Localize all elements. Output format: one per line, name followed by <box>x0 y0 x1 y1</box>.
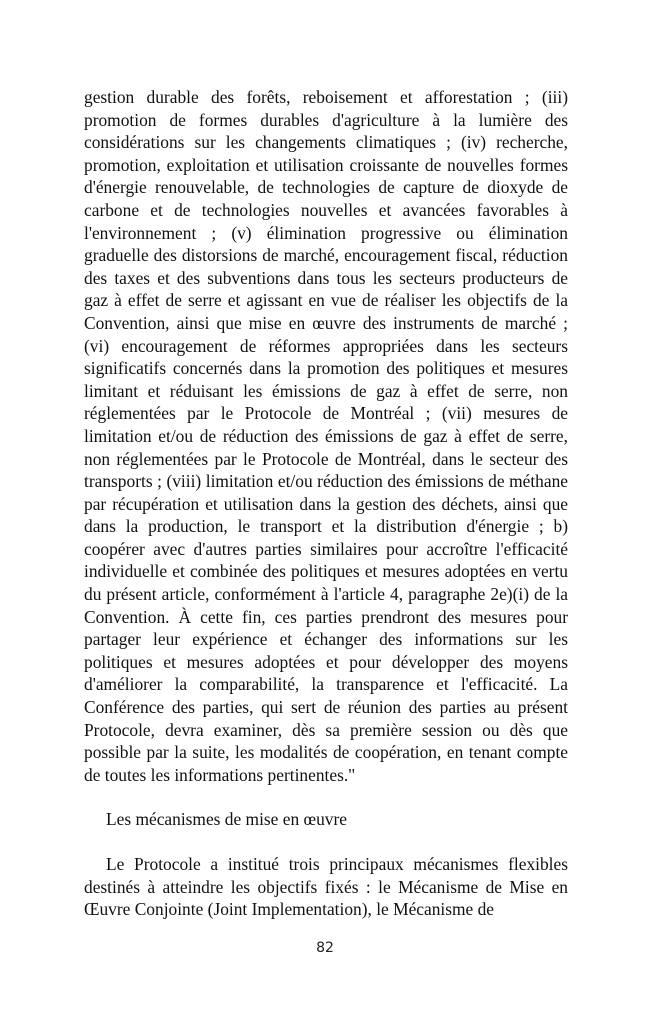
page-number: 82 <box>316 940 334 956</box>
section-heading: Les mécanismes de mise en œuvre <box>106 809 347 830</box>
body-paragraph: gestion durable des forêts, reboisement et afforestation ; (iii) promotion de formes durables d'agriculture à la lumière des considérations sur les changements climatiques ; (iv) recherche, promotion, exploitation et utilisation croissante de nouvelles formes d'énergie renouvelable, de technologies de capture de dioxyde de carbone et de technologies nouvelles et avancées favorables à l'environnement ; (v) élimination progressive ou élimination graduelle des distorsions de marché, encouragement fiscal, réduction des taxes et des subventions dans tous les secteurs producteurs de gaz à effet de serre et agissant en vue de réaliser les objectifs de la Convention, ainsi que mise en œuvre des instruments de marché ; (vi) encouragement de réformes appropriées dans les secteurs significatifs concernés dans la promotion des politiques et mesures limitant et réduisant les émissions de gaz à effet de serre, non réglementées par le Protocole de Montréal ; (vii) mesures de limitation et/ou de réduction des émissions de gaz à effet de serre, non réglementées par le Protocole de Montréal, dans le secteur des transports ; (viii) limitation et/ou réduction des émissions de méthane par récupération et utilisation dans la gestion des déchets, ainsi que dans la production, le transport et la distribution d'énergie ; b) coopérer avec d'autres parties similaires pour accroître l'efficacité individuelle et combinée des politiques et mesures adoptées en vertu du présent article, conformément à l'article 4, paragraphe 2e)(i) de la Convention. À cette fin, ces parties prendront des mesures pour partager leur expérience et échanger des informations sur les politiques et mesures adoptées et pour développer des moyens d'améliorer la comparabilité, la transparence et l'efficacité. La Conférence des parties, qui sert de réunion des parties au présent Protocole, devra examiner, dès sa première session ou dès que possible par la suite, les modalités de coopération, en tenant compte de toutes les informations pertinentes." <box>84 87 568 785</box>
page-body <box>84 86 568 921</box>
body-paragraph: Le Protocole a institué trois principaux mécanismes flexibles destinés à atteindre les objectifs fixés : le Mécanisme de Mise en Œuvre Conjointe (Joint Implementation), le Mécanisme de <box>84 854 568 920</box>
